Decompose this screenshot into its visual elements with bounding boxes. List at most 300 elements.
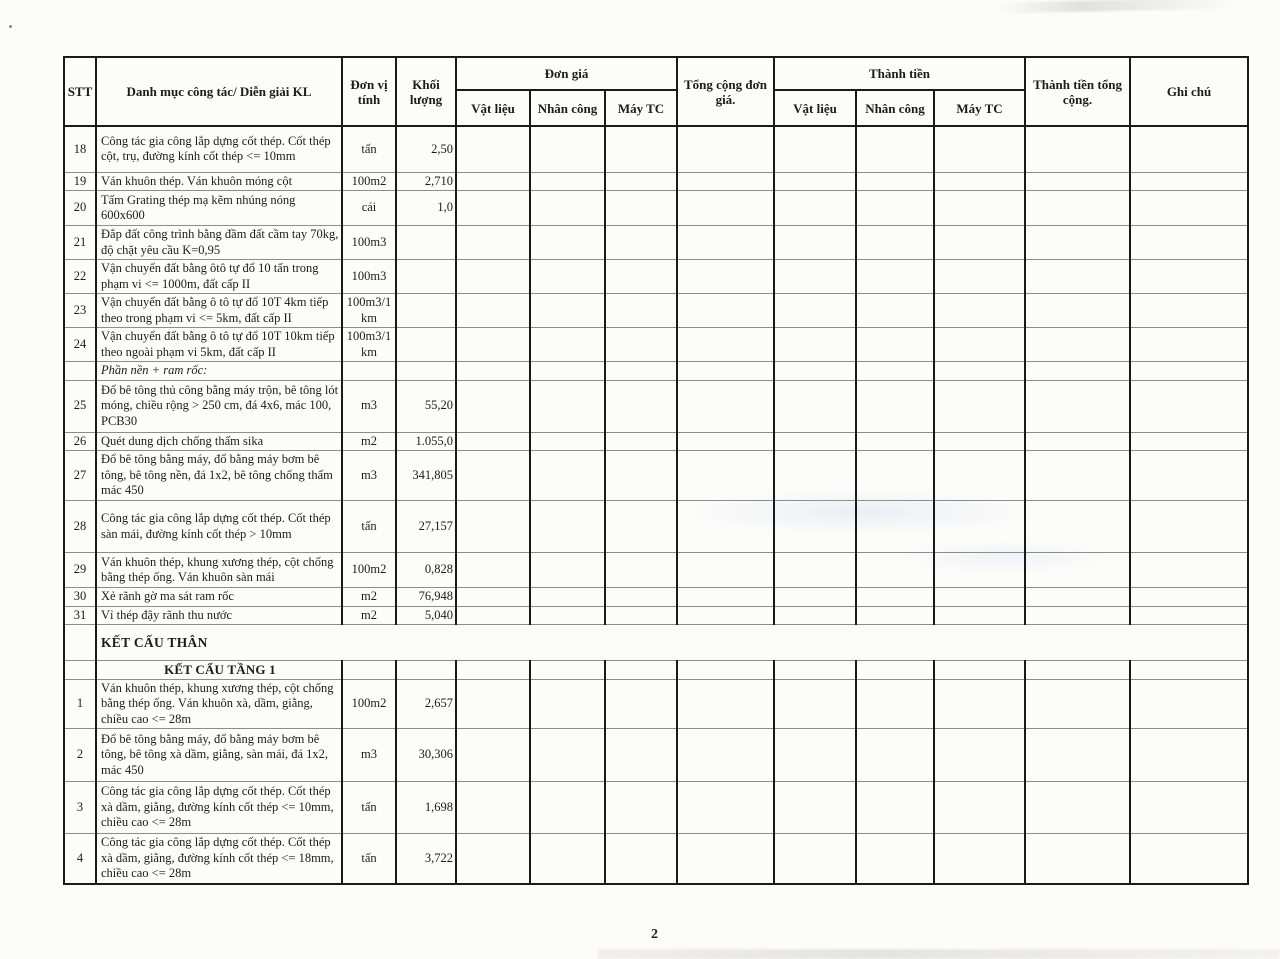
cell-thanh-tien-vat-lieu	[774, 294, 856, 328]
row-stt	[64, 625, 96, 661]
row-description: Đổ bê tông bằng máy, đổ bằng máy bơm bê tông, bê tông xà dầm, giằng, sàn mái, đá 1x2, mác 450	[96, 729, 342, 782]
row-unit: m3	[342, 729, 396, 782]
scan-smudge-artifact	[995, 0, 1240, 14]
cell-don-gia-may-tc	[605, 432, 677, 451]
row-stt: 24	[64, 328, 96, 362]
cell-don-gia-may-tc	[605, 661, 677, 680]
table-row	[64, 553, 1248, 588]
row-description: Vận chuyển đất bằng ôtô tự đổ 10 tấn trong phạm vi <= 1000m, đất cấp II	[96, 260, 342, 294]
cell-ghi-chu	[1130, 294, 1248, 328]
table-header	[64, 57, 1248, 126]
cell-ghi-chu	[1130, 553, 1248, 588]
table-row	[64, 260, 1248, 294]
table-row	[64, 432, 1248, 451]
cell-don-gia-nhan-cong	[530, 226, 605, 260]
row-description: Vận chuyển đất bằng ô tô tự đổ 10T 4km tiếp theo trong phạm vi <= 5km, đất cấp II	[96, 294, 342, 328]
cell-don-gia-nhan-cong	[530, 553, 605, 588]
header-thanh-tien-nhan-cong: Nhân công	[856, 90, 934, 126]
row-unit: tấn	[342, 126, 396, 172]
row-description: Đổ bê tông bằng máy, đổ bằng máy bơm bê tông, bê tông nền, đá 1x2, bê tông chống thấm mác 450	[96, 451, 342, 501]
cell-thanh-tien-may-tc	[934, 191, 1025, 226]
row-quantity: 2,657	[396, 679, 456, 729]
cell-tong-cong-don-gia	[677, 679, 774, 729]
row-stt: 19	[64, 172, 96, 191]
cell-don-gia-may-tc	[605, 451, 677, 501]
header-don-gia-nhan-cong: Nhân công	[530, 90, 605, 126]
cell-don-gia-nhan-cong	[530, 172, 605, 191]
row-unit: m2	[342, 432, 396, 451]
row-stt: 25	[64, 380, 96, 432]
row-unit: cái	[342, 191, 396, 226]
cell-thanh-tien-tong-cong	[1025, 553, 1130, 588]
cell-don-gia-vat-lieu	[456, 679, 530, 729]
cell-tong-cong-don-gia	[677, 729, 774, 782]
cell-thanh-tien-may-tc	[934, 782, 1025, 834]
row-unit: tấn	[342, 501, 396, 553]
cell-don-gia-may-tc	[605, 588, 677, 607]
row-quantity: 3,722	[396, 834, 456, 884]
table-row	[64, 294, 1248, 328]
cell-ghi-chu	[1130, 126, 1248, 172]
cell-ghi-chu	[1130, 451, 1248, 501]
cell-don-gia-may-tc	[605, 606, 677, 625]
cell-thanh-tien-vat-lieu	[774, 729, 856, 782]
cell-ghi-chu	[1130, 172, 1248, 191]
cell-ghi-chu	[1130, 834, 1248, 884]
cell-thanh-tien-may-tc	[934, 294, 1025, 328]
cell-thanh-tien-vat-lieu	[774, 553, 856, 588]
row-description: Ván khuôn thép, khung xương thép, cột chống bằng thép ống. Ván khuôn xà, dầm, giằng, chiều cao <= 28m	[96, 679, 342, 729]
cell-don-gia-nhan-cong	[530, 501, 605, 553]
cell-thanh-tien-nhan-cong	[856, 260, 934, 294]
table-row	[64, 782, 1248, 834]
cost-estimate-table	[63, 56, 1249, 885]
row-stt: 26	[64, 432, 96, 451]
row-unit: tấn	[342, 834, 396, 884]
row-stt: 31	[64, 606, 96, 625]
cell-thanh-tien-vat-lieu	[774, 588, 856, 607]
cell-thanh-tien-vat-lieu	[774, 260, 856, 294]
table-row	[64, 172, 1248, 191]
row-quantity: 1.055,0	[396, 432, 456, 451]
cell-thanh-tien-nhan-cong	[856, 553, 934, 588]
cell-thanh-tien-may-tc	[934, 328, 1025, 362]
table-body	[64, 126, 1248, 884]
cell-thanh-tien-may-tc	[934, 362, 1025, 381]
cell-thanh-tien-vat-lieu	[774, 362, 856, 381]
row-stt: 27	[64, 451, 96, 501]
row-stt: 20	[64, 191, 96, 226]
table-row	[64, 380, 1248, 432]
cell-thanh-tien-vat-lieu	[774, 661, 856, 680]
cell-thanh-tien-nhan-cong	[856, 606, 934, 625]
header-don-gia-may-tc: Máy TC	[605, 90, 677, 126]
header-don-vi-tinh: Đơn vị tính	[342, 57, 396, 126]
cell-don-gia-nhan-cong	[530, 679, 605, 729]
cell-thanh-tien-vat-lieu	[774, 172, 856, 191]
cell-thanh-tien-nhan-cong	[856, 126, 934, 172]
cell-tong-cong-don-gia	[677, 661, 774, 680]
row-quantity	[396, 328, 456, 362]
cell-thanh-tien-may-tc	[934, 432, 1025, 451]
row-description: Công tác gia công lắp dựng cốt thép. Cốt thép xà dầm, giằng, đường kính cốt thép <= 10mm, chiều cao <= 28m	[96, 782, 342, 834]
cell-thanh-tien-may-tc	[934, 501, 1025, 553]
cell-thanh-tien-may-tc	[934, 679, 1025, 729]
cell-thanh-tien-tong-cong	[1025, 451, 1130, 501]
cell-thanh-tien-nhan-cong	[856, 729, 934, 782]
cell-don-gia-vat-lieu	[456, 226, 530, 260]
row-unit: 100m2	[342, 172, 396, 191]
cell-ghi-chu	[1130, 782, 1248, 834]
cell-thanh-tien-tong-cong	[1025, 588, 1130, 607]
cell-don-gia-may-tc	[605, 679, 677, 729]
cell-don-gia-vat-lieu	[456, 782, 530, 834]
header-ghi-chu: Ghi chú	[1130, 57, 1248, 126]
cell-don-gia-vat-lieu	[456, 328, 530, 362]
cell-thanh-tien-vat-lieu	[774, 191, 856, 226]
cell-thanh-tien-vat-lieu	[774, 501, 856, 553]
cell-don-gia-nhan-cong	[530, 432, 605, 451]
cell-don-gia-may-tc	[605, 362, 677, 381]
cell-ghi-chu	[1130, 328, 1248, 362]
cell-thanh-tien-vat-lieu	[774, 679, 856, 729]
row-stt: 29	[64, 553, 96, 588]
table-row	[64, 729, 1248, 782]
row-description: Công tác gia công lắp dựng cốt thép. Cốt thép cột, trụ, đường kính cốt thép <= 10mm	[96, 126, 342, 172]
row-unit: m3	[342, 451, 396, 501]
cell-don-gia-nhan-cong	[530, 782, 605, 834]
row-unit: m2	[342, 588, 396, 607]
header-khoi-luong: Khối lượng	[396, 57, 456, 126]
cell-thanh-tien-vat-lieu	[774, 432, 856, 451]
cell-don-gia-may-tc	[605, 126, 677, 172]
cell-thanh-tien-nhan-cong	[856, 380, 934, 432]
row-description: Tấm Grating thép mạ kẽm nhúng nóng 600x600	[96, 191, 342, 226]
row-quantity: 5,040	[396, 606, 456, 625]
cell-ghi-chu	[1130, 501, 1248, 553]
scan-edge-artifact	[598, 949, 1280, 959]
cell-don-gia-may-tc	[605, 226, 677, 260]
cell-don-gia-vat-lieu	[456, 729, 530, 782]
row-description: Quét dung dịch chống thấm sika	[96, 432, 342, 451]
header-thanh-tien-may-tc: Máy TC	[934, 90, 1025, 126]
cell-don-gia-nhan-cong	[530, 328, 605, 362]
cell-thanh-tien-tong-cong	[1025, 661, 1130, 680]
row-stt: 28	[64, 501, 96, 553]
row-unit	[342, 362, 396, 381]
cell-don-gia-vat-lieu	[456, 380, 530, 432]
cell-thanh-tien-tong-cong	[1025, 260, 1130, 294]
cell-ghi-chu	[1130, 226, 1248, 260]
row-stt: 1	[64, 679, 96, 729]
cell-don-gia-may-tc	[605, 172, 677, 191]
row-stt	[64, 661, 96, 680]
cell-thanh-tien-nhan-cong	[856, 834, 934, 884]
cell-thanh-tien-tong-cong	[1025, 191, 1130, 226]
header-thanh-tien-tong-cong: Thành tiền tổng cộng.	[1025, 57, 1130, 126]
table-row	[64, 126, 1248, 172]
cell-tong-cong-don-gia	[677, 501, 774, 553]
table-row	[64, 191, 1248, 226]
cell-thanh-tien-may-tc	[934, 226, 1025, 260]
cell-don-gia-vat-lieu	[456, 501, 530, 553]
header-don-gia-group: Đơn giá	[456, 57, 677, 90]
row-stt: 4	[64, 834, 96, 884]
cell-thanh-tien-tong-cong	[1025, 294, 1130, 328]
cell-tong-cong-don-gia	[677, 260, 774, 294]
cell-thanh-tien-tong-cong	[1025, 226, 1130, 260]
cell-don-gia-vat-lieu	[456, 362, 530, 381]
row-quantity: 1,0	[396, 191, 456, 226]
cell-thanh-tien-may-tc	[934, 834, 1025, 884]
cell-thanh-tien-nhan-cong	[856, 362, 934, 381]
cell-thanh-tien-may-tc	[934, 451, 1025, 501]
cell-tong-cong-don-gia	[677, 588, 774, 607]
cell-thanh-tien-vat-lieu	[774, 782, 856, 834]
cell-don-gia-vat-lieu	[456, 661, 530, 680]
row-unit: tấn	[342, 782, 396, 834]
table-row	[64, 606, 1248, 625]
cell-thanh-tien-nhan-cong	[856, 501, 934, 553]
cell-tong-cong-don-gia	[677, 451, 774, 501]
cell-thanh-tien-nhan-cong	[856, 588, 934, 607]
cell-don-gia-vat-lieu	[456, 553, 530, 588]
cell-don-gia-vat-lieu	[456, 294, 530, 328]
cell-thanh-tien-nhan-cong	[856, 172, 934, 191]
cell-thanh-tien-nhan-cong	[856, 679, 934, 729]
cell-thanh-tien-nhan-cong	[856, 432, 934, 451]
cell-thanh-tien-may-tc	[934, 172, 1025, 191]
cell-thanh-tien-tong-cong	[1025, 126, 1130, 172]
subsection-row	[64, 661, 1248, 680]
cell-thanh-tien-vat-lieu	[774, 380, 856, 432]
cell-thanh-tien-vat-lieu	[774, 834, 856, 884]
cell-tong-cong-don-gia	[677, 782, 774, 834]
row-unit: m2	[342, 606, 396, 625]
cell-thanh-tien-tong-cong	[1025, 362, 1130, 381]
row-unit: m3	[342, 380, 396, 432]
cell-thanh-tien-tong-cong	[1025, 501, 1130, 553]
row-description: Phần nền + ram rốc:	[96, 362, 342, 381]
row-stt: 18	[64, 126, 96, 172]
row-quantity	[396, 226, 456, 260]
cell-thanh-tien-may-tc	[934, 126, 1025, 172]
cell-ghi-chu	[1130, 661, 1248, 680]
cell-tong-cong-don-gia	[677, 553, 774, 588]
cell-don-gia-vat-lieu	[456, 451, 530, 501]
table-row	[64, 679, 1248, 729]
row-stt: 22	[64, 260, 96, 294]
row-description: Ván khuôn thép, khung xương thép, cột chống bằng thép ống. Ván khuôn sàn mái	[96, 553, 342, 588]
cell-don-gia-nhan-cong	[530, 606, 605, 625]
cell-ghi-chu	[1130, 260, 1248, 294]
row-stt: 2	[64, 729, 96, 782]
cell-tong-cong-don-gia	[677, 226, 774, 260]
cell-don-gia-nhan-cong	[530, 126, 605, 172]
header-thanh-tien-vat-lieu: Vật liệu	[774, 90, 856, 126]
header-tong-cong-don-gia: Tổng cộng đơn giá.	[677, 57, 774, 126]
row-description: Xẻ rãnh gờ ma sát ram rốc	[96, 588, 342, 607]
cell-don-gia-vat-lieu	[456, 834, 530, 884]
row-stt: 23	[64, 294, 96, 328]
table-row	[64, 588, 1248, 607]
cell-don-gia-vat-lieu	[456, 432, 530, 451]
row-unit: 100m3	[342, 226, 396, 260]
section-title: KẾT CẤU THÂN	[96, 625, 1248, 661]
cell-thanh-tien-tong-cong	[1025, 172, 1130, 191]
cell-don-gia-nhan-cong	[530, 729, 605, 782]
cell-don-gia-nhan-cong	[530, 362, 605, 381]
cell-thanh-tien-nhan-cong	[856, 328, 934, 362]
cell-tong-cong-don-gia	[677, 294, 774, 328]
row-quantity: 1,698	[396, 782, 456, 834]
cell-don-gia-may-tc	[605, 782, 677, 834]
row-stt: 30	[64, 588, 96, 607]
cell-thanh-tien-may-tc	[934, 380, 1025, 432]
cell-thanh-tien-vat-lieu	[774, 126, 856, 172]
scan-speck-artifact	[9, 25, 12, 28]
cell-don-gia-may-tc	[605, 260, 677, 294]
cell-thanh-tien-may-tc	[934, 606, 1025, 625]
cell-ghi-chu	[1130, 679, 1248, 729]
row-unit: 100m3	[342, 260, 396, 294]
row-description: Đắp đất công trình bằng đầm đất cầm tay 70kg, độ chặt yêu cầu K=0,95	[96, 226, 342, 260]
cell-thanh-tien-vat-lieu	[774, 606, 856, 625]
header-don-gia-vat-lieu: Vật liệu	[456, 90, 530, 126]
cell-thanh-tien-may-tc	[934, 588, 1025, 607]
row-quantity	[396, 294, 456, 328]
cell-thanh-tien-vat-lieu	[774, 451, 856, 501]
row-quantity: 27,157	[396, 501, 456, 553]
table-row	[64, 451, 1248, 501]
cell-ghi-chu	[1130, 729, 1248, 782]
cell-ghi-chu	[1130, 191, 1248, 226]
row-quantity: 2,710	[396, 172, 456, 191]
row-description: Công tác gia công lắp dựng cốt thép. Cốt thép sàn mái, đường kính cốt thép > 10mm	[96, 501, 342, 553]
cell-don-gia-may-tc	[605, 191, 677, 226]
cell-ghi-chu	[1130, 362, 1248, 381]
cell-don-gia-vat-lieu	[456, 126, 530, 172]
cell-thanh-tien-nhan-cong	[856, 226, 934, 260]
row-quantity	[396, 362, 456, 381]
cell-don-gia-may-tc	[605, 553, 677, 588]
cell-don-gia-nhan-cong	[530, 260, 605, 294]
row-quantity: 2,50	[396, 126, 456, 172]
cell-tong-cong-don-gia	[677, 432, 774, 451]
cell-thanh-tien-may-tc	[934, 260, 1025, 294]
cell-don-gia-may-tc	[605, 501, 677, 553]
row-description: Vỉ thép đậy rãnh thu nước	[96, 606, 342, 625]
row-quantity: 76,948	[396, 588, 456, 607]
cell-don-gia-nhan-cong	[530, 380, 605, 432]
row-quantity	[396, 661, 456, 680]
cell-don-gia-nhan-cong	[530, 661, 605, 680]
table-row	[64, 501, 1248, 553]
cell-thanh-tien-nhan-cong	[856, 191, 934, 226]
cell-ghi-chu	[1130, 380, 1248, 432]
cell-don-gia-vat-lieu	[456, 606, 530, 625]
cell-don-gia-may-tc	[605, 380, 677, 432]
table-row	[64, 362, 1248, 381]
cell-don-gia-may-tc	[605, 294, 677, 328]
row-unit	[342, 661, 396, 680]
header-thanh-tien-group: Thành tiền	[774, 57, 1025, 90]
cell-don-gia-nhan-cong	[530, 451, 605, 501]
cell-don-gia-nhan-cong	[530, 191, 605, 226]
cell-ghi-chu	[1130, 606, 1248, 625]
row-description: Đổ bê tông thủ công bằng máy trộn, bê tông lót móng, chiều rộng > 250 cm, đá 4x6, mác 100, PCB30	[96, 380, 342, 432]
cell-don-gia-nhan-cong	[530, 294, 605, 328]
cell-tong-cong-don-gia	[677, 172, 774, 191]
cell-tong-cong-don-gia	[677, 362, 774, 381]
cell-tong-cong-don-gia	[677, 126, 774, 172]
cell-don-gia-nhan-cong	[530, 588, 605, 607]
row-unit: 100m3/1 km	[342, 328, 396, 362]
cell-thanh-tien-vat-lieu	[774, 226, 856, 260]
cell-thanh-tien-tong-cong	[1025, 729, 1130, 782]
row-stt: 21	[64, 226, 96, 260]
cell-thanh-tien-nhan-cong	[856, 661, 934, 680]
cell-tong-cong-don-gia	[677, 380, 774, 432]
cell-thanh-tien-nhan-cong	[856, 782, 934, 834]
cell-tong-cong-don-gia	[677, 834, 774, 884]
row-stt: 3	[64, 782, 96, 834]
row-unit: 100m2	[342, 553, 396, 588]
cell-don-gia-vat-lieu	[456, 191, 530, 226]
section-row	[64, 625, 1248, 661]
row-quantity: 0,828	[396, 553, 456, 588]
row-description: Vận chuyển đất bằng ô tô tự đổ 10T 10km tiếp theo ngoài phạm vi 5km, đất cấp II	[96, 328, 342, 362]
cell-thanh-tien-tong-cong	[1025, 380, 1130, 432]
cell-don-gia-may-tc	[605, 834, 677, 884]
header-danh-muc: Danh mục công tác/ Diễn giải KL	[96, 57, 342, 126]
cell-tong-cong-don-gia	[677, 328, 774, 362]
cell-don-gia-may-tc	[605, 729, 677, 782]
header-stt: STT	[64, 57, 96, 126]
row-description: Công tác gia công lắp dựng cốt thép. Cốt thép xà dầm, giằng, đường kính cốt thép <= 18mm, chiều cao <= 28m	[96, 834, 342, 884]
cell-tong-cong-don-gia	[677, 191, 774, 226]
row-quantity: 55,20	[396, 380, 456, 432]
cell-don-gia-vat-lieu	[456, 172, 530, 191]
cell-don-gia-may-tc	[605, 328, 677, 362]
cell-thanh-tien-may-tc	[934, 661, 1025, 680]
row-description: Ván khuôn thép. Ván khuôn móng cột	[96, 172, 342, 191]
page-number: 2	[651, 927, 658, 942]
row-quantity: 30,306	[396, 729, 456, 782]
table-row	[64, 226, 1248, 260]
row-unit: 100m3/1 km	[342, 294, 396, 328]
cell-don-gia-vat-lieu	[456, 260, 530, 294]
cell-ghi-chu	[1130, 432, 1248, 451]
cell-thanh-tien-tong-cong	[1025, 679, 1130, 729]
cell-thanh-tien-tong-cong	[1025, 432, 1130, 451]
cell-don-gia-vat-lieu	[456, 588, 530, 607]
cell-don-gia-nhan-cong	[530, 834, 605, 884]
cell-thanh-tien-may-tc	[934, 729, 1025, 782]
table-row	[64, 328, 1248, 362]
cell-thanh-tien-tong-cong	[1025, 328, 1130, 362]
subsection-title: KẾT CẤU TẦNG 1	[96, 661, 342, 680]
cell-thanh-tien-tong-cong	[1025, 606, 1130, 625]
cell-thanh-tien-tong-cong	[1025, 834, 1130, 884]
cell-thanh-tien-may-tc	[934, 553, 1025, 588]
cell-ghi-chu	[1130, 588, 1248, 607]
row-quantity	[396, 260, 456, 294]
table-row	[64, 834, 1248, 884]
row-unit: 100m2	[342, 679, 396, 729]
row-stt	[64, 362, 96, 381]
cell-thanh-tien-nhan-cong	[856, 294, 934, 328]
